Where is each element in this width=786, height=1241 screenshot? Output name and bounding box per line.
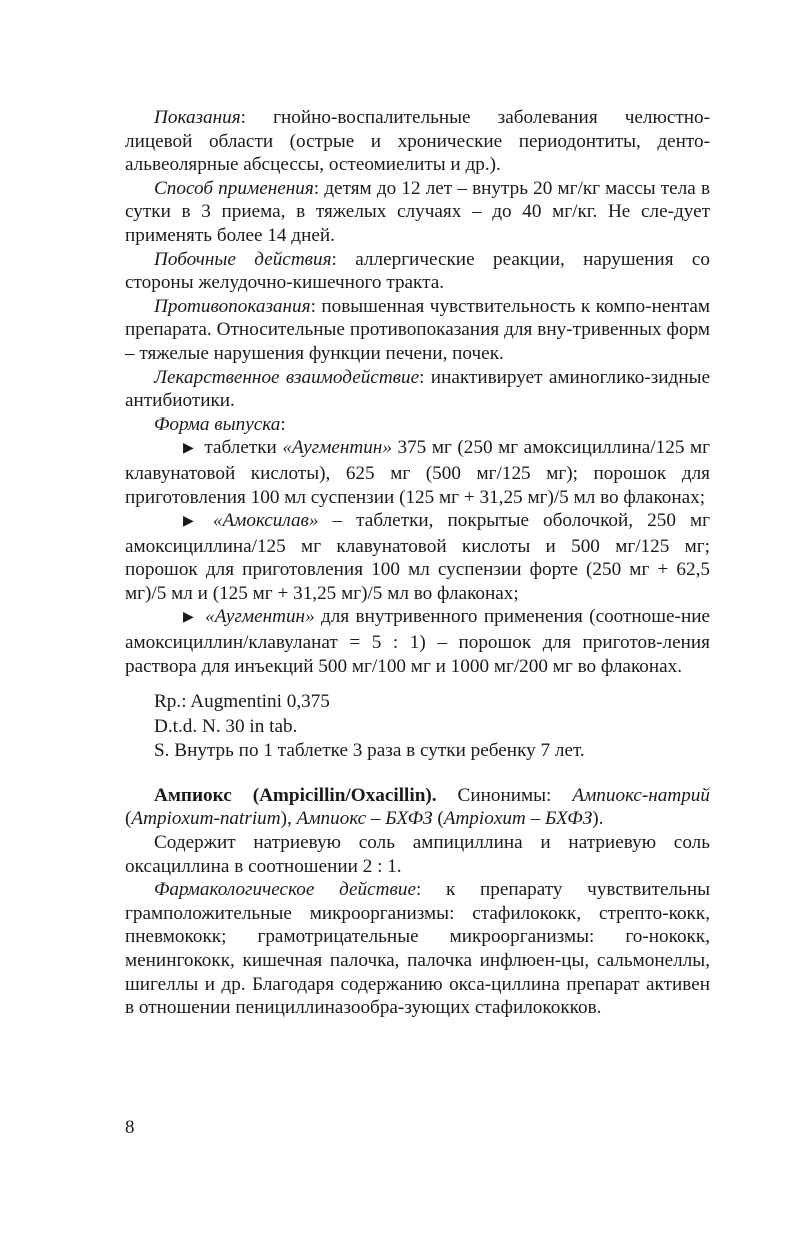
- release-form-paragraph: [125, 413, 710, 437]
- indications-text: : гнойно-воспалительные заболевания челюстно-лицевой области (острые и хронические периодонтиты, денто-альвеолярные абсцессы, остеомиелиты и др.).: [125, 107, 710, 176]
- side-effects-paragraph: [125, 248, 710, 295]
- synonym: Ампиокс-натрий: [572, 784, 710, 806]
- drug-name: «Амоксилав»: [212, 510, 319, 532]
- triangle-bullet-icon: ▶: [183, 610, 194, 626]
- punctuation: ),: [280, 808, 297, 830]
- punctuation: (: [432, 808, 444, 830]
- pharmacology-label: Фармакологическое действие: [154, 879, 416, 901]
- drug-name: «Аугментин»: [205, 606, 315, 628]
- punctuation: ).: [592, 808, 604, 830]
- synonym-latin: Ampioxum – БХФЗ: [443, 808, 593, 830]
- interactions-label: Лекарственное взаимодействие: [154, 366, 420, 388]
- indications-paragraph: [125, 106, 710, 177]
- drug-name: «Аугментин»: [282, 437, 392, 459]
- triangle-bullet-icon: ▶: [183, 514, 194, 530]
- prescription-line: Rp.: Augmentini 0,375: [154, 691, 330, 713]
- release-form-label: Форма выпуска: [154, 413, 281, 435]
- bullet-text: 375 мг (250 мг амоксициллина/125 мг клавунатовой кислоты), 625 мг (500 мг/125 мг); порошок для приготовления 100 мл суспензии (125 мг + 31,25 мг)/5 мл во флаконах;: [125, 437, 710, 508]
- pharmacology-text: : к препарату чувствительны грамположительные микроорганизмы: стафилококк, стрепто-кокк, пневмококк; грамотрицательные микроорганизмы: го-нококк, менингококк, кишечная палочка, палочка инфлюен-цы, сальмонеллы, шигеллы и др. Благодаря содержанию окса-циллина препарат активен в отношении пенициллиназообра-зующих стафилококков.: [125, 879, 710, 1019]
- synonyms-label: Синонимы:: [436, 784, 573, 806]
- section-gap: [125, 764, 710, 784]
- usage-text: : детям до 12 лет – внутрь 20 мг/кг массы тела в сутки в 3 приема, в тяжелых случаях – до 40 мг/кг. Не сле-дует применять более 14 дней.: [125, 177, 711, 246]
- contraindications-text: : повышенная чувствительность к компо-нентам препарата. Относительные противопоказания для вну-тривенных форм – тяжелые нарушения функции печени, почек.: [125, 295, 710, 364]
- page-number: 8: [125, 1117, 135, 1138]
- usage-paragraph: [125, 177, 710, 248]
- bullet-text: таблетки: [198, 437, 283, 459]
- synonym-latin: Ampioxum-natrium: [131, 808, 281, 830]
- prescription-block: [125, 690, 710, 764]
- interactions-paragraph: [125, 366, 710, 413]
- ampiox-heading-paragraph: [125, 784, 710, 831]
- bullet-text: – таблетки, покрытые оболочкой, 250 мг амоксициллина/125 мг клавунатовой кислоты и 500 мг/125 мг; порошок для приготовления 100 мл суспензии форте (250 мг + 62,5 мг)/5 мл и (125 мг + 31,25 мг)/5 мл во флаконах;: [125, 510, 710, 604]
- drug-title: Ампиокс (Ampicillin/Oxacillin).: [154, 784, 437, 806]
- indications-label: Показания: [154, 107, 241, 128]
- prescription-line: S. Внутрь по 1 таблетке 3 раза в сутки ребенку 7 лет.: [154, 740, 585, 762]
- pharmacology-paragraph: [125, 878, 710, 1020]
- side-effects-label: Побочные действия: [154, 248, 332, 270]
- triangle-bullet-icon: ▶: [183, 441, 194, 457]
- release-form-item: [125, 436, 710, 509]
- bullet-text: [199, 510, 213, 531]
- usage-label: Способ применения: [154, 177, 314, 199]
- composition-paragraph: Содержит натриевую соль ампициллина и натриевую соль оксациллина в соотношении 2 : 1.: [125, 831, 710, 877]
- synonym: Ампиокс – БХФЗ: [296, 808, 433, 830]
- interactions-text: : инактивирует аминоглико-зидные антибиотики.: [125, 366, 710, 412]
- release-form-colon: :: [280, 413, 286, 435]
- page-body: [125, 106, 710, 1020]
- contraindications-paragraph: [125, 295, 710, 366]
- contraindications-label: Противопоказания: [154, 295, 311, 317]
- prescription-line: D.t.d. N. 30 in tab.: [154, 715, 298, 737]
- side-effects-text: : аллергические реакции, нарушения со стороны желудочно-кишечного тракта.: [125, 248, 711, 294]
- bullet-text: для внутривенного применения (соотноше-ние амоксициллин/клавуланат = 5 : 1) – порошок для приготов-ления раствора для инъекций 500 мг/100 мг и 1000 мг/200 мг во флаконах.: [125, 606, 710, 677]
- release-form-item: [125, 509, 710, 605]
- punctuation: (: [125, 808, 132, 830]
- release-form-item: [125, 605, 710, 678]
